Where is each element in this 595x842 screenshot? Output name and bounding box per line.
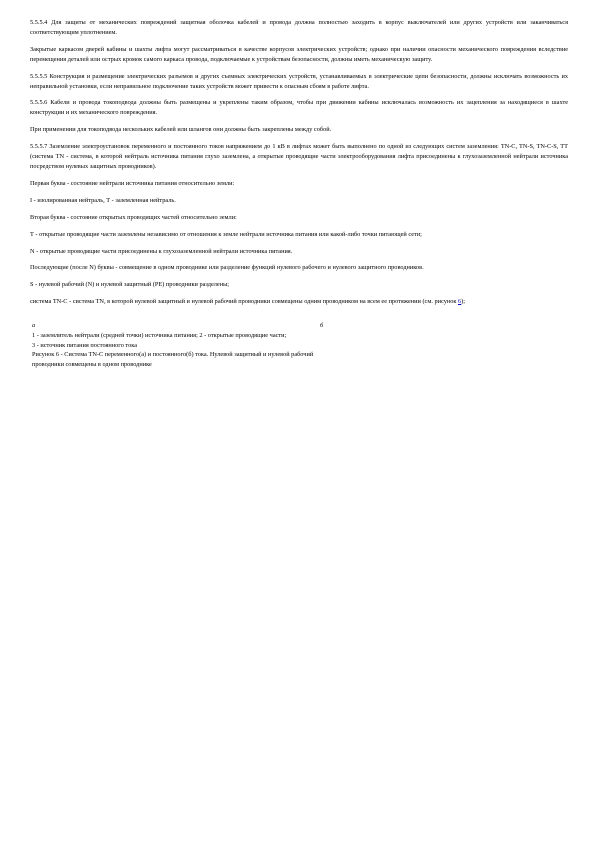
paragraph-5-5-5-6: 5.5.5.6 Кабели и провода токоподвода должны быть размещены и укреплены таким образом, чтобы при движении кабины исключалась возможность их зацепления за находящиеся в шахте конструкции и их механического повреждения.	[30, 99, 568, 117]
paragraph-second-letter: Вторая буква - состояние открытых проводящих частей относительно земли:	[30, 213, 237, 221]
paragraph-t-definition: Т - открытые проводящие части заземлены независимо от отношения к земле нейтрали источника питания или какой-либо точки питающей сети;	[30, 230, 422, 238]
paragraph-tn-c-system	[30, 297, 568, 307]
paragraph-subsequent-letters: Последующие (после N) буквы - совмещение в одном проводнике или разделение функций нулевого рабочего и нулевого защитного проводников.	[30, 264, 424, 272]
paragraph-n-definition: N - открытые проводящие части присоединены к глухозаземленной нейтрали источника питания.	[30, 247, 293, 255]
paragraph-5-5-5-7: 5.5.5.7 Заземление электроустановок переменного и постоянного токов напряжением до 1 кВ в лифтах может быть выполнено по одной из следующих систем заземления: TN-C, TN-S, TN-C-S, TT (система TN - система, в которой нейтраль источника питания глухо заземлена, а открытые проводящие части электрооборудования лифта присоединены к глухозаземленной нейтрали источника посредством нулевых защитных проводников).	[30, 143, 568, 170]
paragraph-5-5-5-4: 5.5.5.4 Для защиты от механических повреждений защитная оболочка кабелей и провода должна полностью заходить в корпус выключателей или других устройств или заканчиваться соответствующим уплотнением.	[30, 19, 568, 36]
figure-panel-labels	[32, 321, 568, 331]
caption-title-line-2: проводники совмещены в одном проводнике	[32, 360, 152, 368]
paragraph-5-5-5-5: 5.5.5.5 Конструкция и размещение электрических разъемов и других съемных электрических устройств, устанавливаемых в электрические цепи безопасности, должны исключать возможность их неправильной установки, если неправильное подключение таких устройств может привести к опасным сбоям в работе лифта.	[30, 72, 568, 90]
paragraph-cable-fastening: При применении для токоподвода нескольких кабелей или шлангов они должны быть закреплены между собой.	[30, 126, 332, 134]
figure-6-link[interactable]: 6	[458, 298, 462, 306]
tn-c-tail: );	[461, 298, 466, 306]
figure-caption	[32, 331, 568, 369]
document-page	[30, 18, 568, 369]
paragraph-enclosures: Закрытые каркасом дверей кабины и шахты лифта могут рассматриваться в качестве корпусов электрических устройств; однако при наличии опасности механического повреждения вследствие перемещения деталей или острых кромок самого каркаса провода, подключаемые к устройствам безопасности, должны иметь механическую защиту.	[30, 45, 568, 63]
figure-label-a: а	[32, 322, 36, 330]
caption-title-line-1: Рисунок 6 - Система TN-C переменного(а) и постоянного(б) тока. Нулевой защитный и нулевой рабочий	[32, 351, 314, 359]
figure-label-b: б	[320, 322, 324, 330]
paragraph-first-letter: Первая буква - состояние нейтрали источника питания относительно земли:	[30, 179, 235, 187]
caption-legend-line-1: 1 - заземлитель нейтрали (средней точки) источника питания; 2 - открытые проводящие части;	[32, 332, 287, 340]
tn-c-text: система TN-C - система TN, в которой нулевой защитный и нулевой рабочий проводники совмещены одним проводником на всем ее протяжении (см. рисунок	[30, 298, 459, 306]
paragraph-i-t-definition: I - изолированная нейтраль, Т - заземленная нейтраль.	[30, 196, 176, 204]
caption-legend-line-2: 3 - источник питания постоянного тока	[32, 341, 138, 349]
paragraph-s-definition: S - нулевой рабочий (N) и нулевой защитный (РЕ) проводники разделены;	[30, 281, 230, 289]
